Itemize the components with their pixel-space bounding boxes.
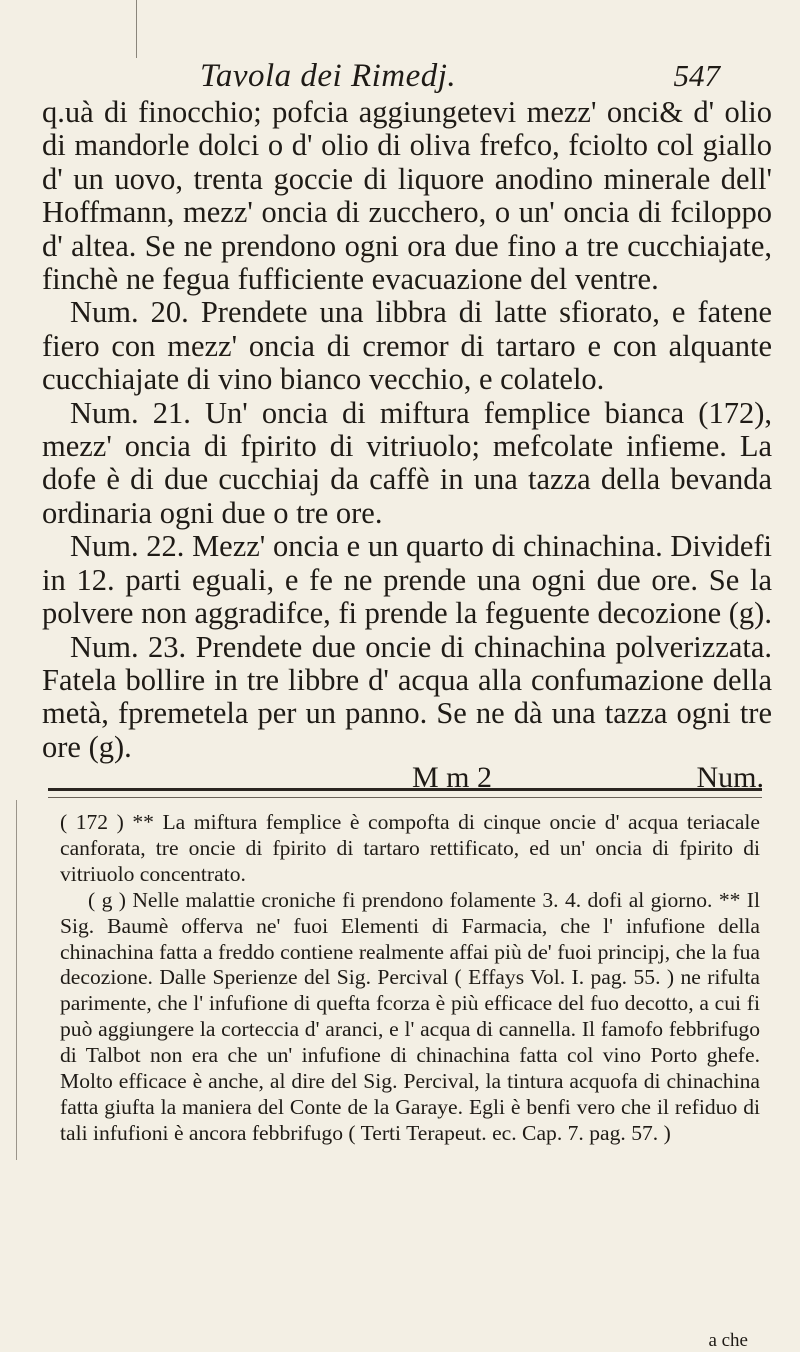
paragraph-num-21: Num. 21. Un' oncia di miftura femplice bianca (172), mezz' oncia di fpirito di vitriuolo; mefcolate infieme. La dofe è di due cucchiaj da caffè in una tazza della bevanda ordinaria ogni due o tre ore.	[42, 395, 772, 530]
running-title: Tavola dei Rimedj.	[200, 58, 457, 94]
paragraph-num-20: Num. 20. Prendete una libbra di latte sfiorato, e fatene fiero con mezz' oncia di cremor di tartaro e con alquante cucchiajate di vino bianco vecchio, e colatelo.	[42, 295, 772, 397]
footnote-catchword: a che	[708, 1330, 748, 1351]
page-number: 547	[673, 58, 720, 93]
paragraph-num-23: Num. 23. Prendete due oncie di chinachina polverizzata. Fatela bollire in tre libbre d' acqua alla confumazione della metà, fpremetela per un panno. Se ne dà una tazza ogni tre ore (g).	[42, 629, 772, 764]
margin-rule	[136, 0, 137, 58]
paragraph-continuation: q.uà di finocchio; pofcia aggiungetevi mezz' onci& d' olio di mandorle dolci o d' olio di oliva frefco, fciolto col giallo d' un uovo, trenta goccie di liquore anodino minerale dell' Hoffmann, mezz' oncia di zucchero, o un' oncia di fciloppo d' altea. Se ne prendono ogni ora due fino a tre cucchiajate, finchè ne fegua fufficiente evacuazione del ventre.	[42, 95, 772, 297]
catchword: Num.	[696, 761, 764, 795]
footnotes	[60, 810, 760, 1147]
paragraph-num-22: Num. 22. Mezz' oncia e un quarto di chinachina. Dividefi in 12. parti eguali, e fe ne prende una ogni due ore. Se la polvere non aggradifce, fi prende la feguente decozione (g).	[42, 529, 772, 631]
footnote-172: ( 172 ) ** La miftura femplice è compofta di cinque oncie d' acqua teriacale canforata, tre oncie di fpirito di tartaro rettificato, ed un' oncia di fpirito di vitriuolo concentrato.	[60, 810, 760, 886]
page-header	[120, 58, 720, 98]
main-text	[42, 96, 772, 797]
footnote-divider	[48, 788, 762, 798]
signature-mark: M m 2	[412, 761, 493, 795]
gutter-shadow	[16, 800, 17, 1160]
footnote-g: ( g ) Nelle malattie croniche fi prendono folamente 3. 4. dofi al giorno. ** Il Sig. Baumè offerva ne' fuoi Elementi di Farmacia, che l' infufione della chinachina fatta a freddo contiene realmente affai più de' fuoi principj, che la fua decozione. Dalle Sperienze del Sig. Percival ( Effays Vol. I. pag. 55. ) ne rifulta parimente, che l' infufione di quefta fcorza è più efficace del fuo decotto, a cui fi può aggiungere la corteccia d' aranci, e l' acqua di cannella. Il famofo febbrifugo di Talbot non era che un' infufione di chinachina fatta col vino Porto ghefe. Molto efficace è anche, al dire del Sig. Percival, la tintura acquofa di chinachina fatta giufta la maniera del Conte de la Garaye. Egli è benfi vero che il refiduo di tali infufioni è ancora febbrifugo ( Terti Terapeut. ec. Cap. 7. pag. 57. )	[60, 887, 760, 1145]
